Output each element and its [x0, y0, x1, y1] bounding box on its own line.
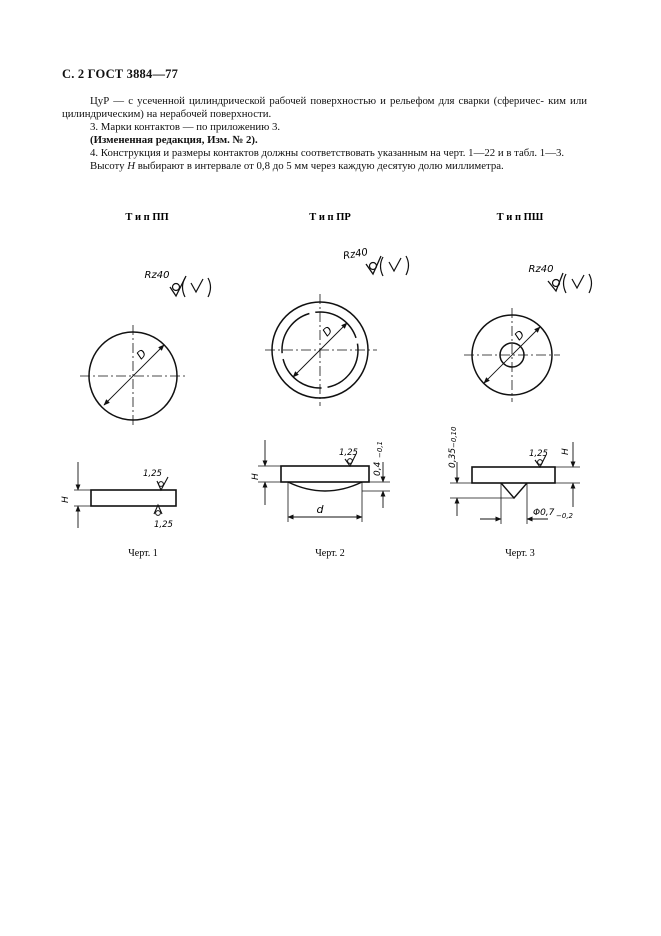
figure-2-type-label: Т и п ПР [309, 212, 351, 223]
figure-2-roughness-label: Rz40 [342, 246, 369, 263]
height-pre: Высоту [90, 160, 128, 172]
figure-1-surface-bottom: 1,25 [154, 520, 173, 530]
figure-3-type-label: Т и п ПШ [496, 212, 544, 223]
figure-2-caption: Черт. 2 [315, 548, 345, 559]
figure-3-caption: Черт. 3 [505, 548, 535, 559]
figure-3-height-label: H [561, 448, 571, 455]
paragraph-construction-line1: 4. Конструкция и размеры контактов должны соответствовать указанным на черт. 1—22 и в [90, 147, 512, 159]
figure-3-tip-height: 0,35 [448, 447, 458, 468]
page-header: С. 2 ГОСТ 3884—77 [62, 67, 179, 81]
figure-2-top-view [265, 294, 377, 406]
paragraph-marks: 3. Марки контактов — по приложению 3. [90, 121, 281, 133]
paragraph-cup-line1: ЦуР — с усеченной цилиндрической рабочей поверхностью и рельефом для сварки (сферичес- [90, 95, 544, 107]
height-var: H [127, 160, 135, 172]
paragraph-amendment: (Измененная редакция, Изм. № 2). [90, 134, 258, 146]
figure-2 [251, 212, 409, 559]
figure-3-tip-diameter: Φ0,7 [533, 508, 555, 518]
figure-3-tip-tolerance: −0,10 [450, 426, 458, 448]
figure-2-relief-diameter: d [316, 503, 324, 516]
figure-2-relief-tolerance: −0,1 [376, 441, 384, 458]
figure-2-surface-top: 1,25 [339, 448, 358, 458]
figure-3-side-view [448, 426, 580, 524]
figure-2-height-label: H [251, 473, 261, 480]
figure-1-surface-top: 1,25 [143, 469, 162, 479]
height-post: выбирают в интервале от 0,8 до 5 мм через каждую десятую долю миллиметра. [135, 160, 504, 172]
figure-1-diameter-label: D [133, 346, 150, 363]
figure-3-surface-top: 1,25 [529, 449, 548, 459]
figure-2-relief-height: 0,4 [373, 461, 383, 476]
figure-1-side-view [61, 462, 176, 530]
figure-3 [448, 212, 592, 559]
figure-2-side-view [251, 440, 390, 522]
figure-2-diameter-label: D [319, 323, 336, 340]
figure-1 [61, 212, 211, 559]
figure-1-roughness-symbol [145, 270, 211, 297]
paragraph-cup-line2: ким или цилиндрическим) на нерабочей поверхности. [62, 95, 587, 120]
figure-1-top-view [80, 325, 186, 427]
figure-3-top-view [464, 308, 560, 402]
figure-3-roughness-label: Rz40 [528, 264, 554, 275]
figure-1-height-label: H [61, 496, 71, 503]
figure-2-roughness-symbol [342, 247, 408, 276]
figure-1-roughness-label: Rz40 [144, 270, 170, 281]
figure-3-roughness-symbol [529, 264, 592, 293]
figure-1-caption: Черт. 1 [128, 548, 158, 559]
figure-3-tip-diameter-tolerance: −0,2 [556, 512, 573, 520]
figure-1-type-label: Т и п ПП [125, 212, 169, 223]
figure-3-diameter-label: D [511, 327, 528, 344]
paragraph-construction-line2: табл. 1—3. [514, 147, 565, 159]
